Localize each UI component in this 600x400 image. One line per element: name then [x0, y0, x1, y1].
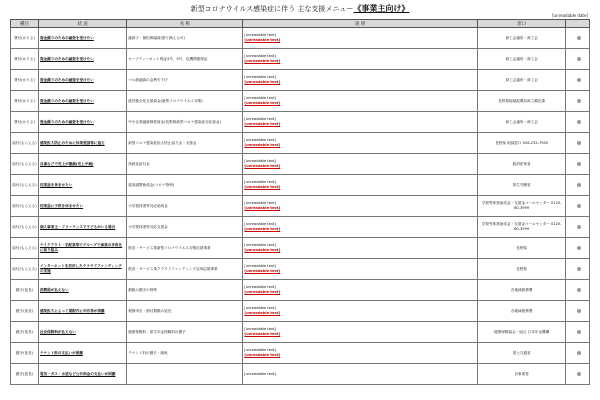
- cell-description: [unreadable text] [unreadable text]: [243, 301, 478, 322]
- cell-situation: 社会保険料が払えない: [38, 322, 126, 343]
- cell-window: 長野県地域振興局商工観光課: [478, 91, 566, 112]
- cell-type: 猶予(延長): [11, 280, 39, 301]
- cell-type: 貸付(かりる): [11, 91, 39, 112]
- table-row: [11, 91, 590, 112]
- table-row: [11, 49, 590, 70]
- table-row: [11, 133, 590, 154]
- cell-check: [566, 175, 590, 196]
- cell-check: [566, 343, 590, 364]
- check-mark-icon: [577, 204, 581, 208]
- cell-situation: 感染拡大防止のために休業要請等に協力: [38, 133, 126, 154]
- cell-description: [unreadable text] [unreadable text]: [243, 28, 478, 49]
- cell-description: [unreadable text] [unreadable text]: [243, 91, 478, 112]
- table-row: [11, 259, 590, 280]
- cell-check: [566, 301, 590, 322]
- table-row: [11, 280, 590, 301]
- table-row: [11, 196, 590, 217]
- cell-type: 貸付(かりる): [11, 70, 39, 91]
- table-row: [11, 301, 590, 322]
- cell-situation: テナント料の支払いが困難: [38, 343, 126, 364]
- check-mark-icon: [577, 162, 581, 166]
- cell-situation: 従業員を休ませたい: [38, 175, 126, 196]
- cell-check: [566, 28, 590, 49]
- cell-description: [unreadable text] [unreadable text]: [243, 238, 478, 259]
- check-mark-icon: [577, 288, 581, 292]
- cell-check: [566, 238, 590, 259]
- cell-window: 経済産業省: [478, 154, 566, 175]
- cell-description: [unreadable text] [unreadable text]: [243, 259, 478, 280]
- check-mark-icon: [577, 141, 581, 145]
- cell-name: セーフティーネット保証4号、5号、危機関連保証: [127, 49, 243, 70]
- cell-window: 商工会議所・商工会: [478, 28, 566, 49]
- check-mark-icon: [577, 225, 581, 229]
- cell-situation: 個人事業主・フリーランスで子どもがいる場合: [38, 217, 126, 238]
- cell-description: [unreadable text] [unreadable text]: [243, 343, 478, 364]
- header-situation: 状 況: [38, 20, 126, 28]
- cell-check: [566, 322, 590, 343]
- cell-check: [566, 112, 590, 133]
- cell-type: 猶予(延長): [11, 343, 39, 364]
- check-mark-icon: [577, 309, 581, 313]
- cell-window: 商工会議所・商工会: [478, 70, 566, 91]
- check-mark-icon: [577, 183, 581, 187]
- cell-name: 飲食・サービス業クラウドファンディング活用応援事業: [127, 259, 243, 280]
- check-mark-icon: [577, 78, 581, 82]
- document-date: [unreadable date]: [551, 13, 588, 18]
- cell-situation: 資金繰りのための融資を受けたい: [38, 112, 126, 133]
- cell-check: [566, 49, 590, 70]
- cell-description: [unreadable text]: [243, 364, 478, 385]
- cell-name: マル経融資の金利引下げ: [127, 70, 243, 91]
- cell-type: 猶予(延長): [11, 301, 39, 322]
- check-mark-icon: [577, 120, 581, 124]
- cell-check: [566, 70, 590, 91]
- support-menu-table: [10, 19, 590, 385]
- cell-type: 給付(もらえる): [11, 259, 39, 280]
- cell-situation: 従業員に子供を休ませたい: [38, 196, 126, 217]
- cell-name: テナント料の猶予・減免: [127, 343, 243, 364]
- cell-name: 小学校休業等対応助成金: [127, 196, 243, 217]
- cell-check: [566, 217, 590, 238]
- cell-situation: 資金繰りのための融資を受けたい: [38, 70, 126, 91]
- cell-window: 商工会議所・商工会: [478, 112, 566, 133]
- check-mark-icon: [577, 57, 581, 61]
- cell-name: 小学校休業等対応支援金: [127, 217, 243, 238]
- cell-situation: 感染拡大によって期限内に申告等が困難: [38, 301, 126, 322]
- cell-name: 新型コロナ感染症拡大防止協力金・支援金: [127, 133, 243, 154]
- cell-check: [566, 154, 590, 175]
- cell-name: 融資子・無担保融資(借り換えも可): [127, 28, 243, 49]
- cell-description: [unreadable text] [unreadable text]: [243, 70, 478, 91]
- page-title: 新型コロナウイルス感染症に伴う 主な支援メニュー《事業主向け》: [190, 4, 410, 13]
- cell-name: 健康保険料・厚生年金保険料の猶予: [127, 322, 243, 343]
- cell-name: 中小企業融資制度資金(長野県新型コロナ感染症対応資金): [127, 112, 243, 133]
- cell-type: 貸付(かりる): [11, 49, 39, 70]
- table-row: [11, 70, 590, 91]
- table-row: [11, 175, 590, 196]
- cell-window: 厚生労働省: [478, 175, 566, 196]
- cell-window: 長野県: [478, 238, 566, 259]
- table-row: [11, 28, 590, 49]
- cell-situation: 資金繰りのための融資を受けたい: [38, 49, 126, 70]
- header-description: 説 明: [243, 20, 478, 28]
- table-row: [11, 238, 590, 259]
- cell-description: [unreadable text] [unreadable text]: [243, 112, 478, 133]
- cell-name: 雇用調整助成金(コロナ特例): [127, 175, 243, 196]
- cell-window: 各事業者: [478, 364, 566, 385]
- check-mark-icon: [577, 330, 581, 334]
- cell-type: 猶予(延長): [11, 364, 39, 385]
- cell-name: 税務申告・納付期限の延長: [127, 301, 243, 322]
- cell-window: 長野県 相談窓口 026-235-7945: [478, 133, 566, 154]
- table-row: [11, 322, 590, 343]
- cell-type: 猶予(延長): [11, 322, 39, 343]
- cell-type: 貸付(かりる): [11, 28, 39, 49]
- cell-window: 国土交通省: [478, 343, 566, 364]
- cell-type: 給付(もらえる): [11, 154, 39, 175]
- header-window: 窓口: [478, 20, 566, 28]
- cell-type: 給付(もらえる): [11, 217, 39, 238]
- cell-check: [566, 364, 590, 385]
- cell-window: 学校等休業助成金・支援金コールセンター 0120-60-3999: [478, 196, 566, 217]
- cell-type: 給付(もらえる): [11, 133, 39, 154]
- table-row: [11, 364, 590, 385]
- table-row: [11, 343, 590, 364]
- check-mark-icon: [577, 246, 581, 250]
- cell-check: [566, 259, 590, 280]
- header-type: 種目: [11, 20, 39, 28]
- table-row: [11, 112, 590, 133]
- cell-type: 給付(もらえる): [11, 238, 39, 259]
- cell-name: 納税の猶予の特例: [127, 280, 243, 301]
- check-mark-icon: [577, 36, 581, 40]
- check-mark-icon: [577, 351, 581, 355]
- check-mark-icon: [577, 372, 581, 376]
- cell-situation: インターネットを活用したクラウドファンディングの実施: [38, 259, 126, 280]
- cell-situation: 自粛などで売上が激減(売上半減): [38, 154, 126, 175]
- cell-name: 経営健全化支援資金(新型コロナウイルス対策): [127, 91, 243, 112]
- header-name: 名 称: [127, 20, 243, 28]
- cell-description: [unreadable text] [unreadable text]: [243, 322, 478, 343]
- cell-check: [566, 133, 590, 154]
- cell-description: [unreadable text] [unreadable text]: [243, 133, 478, 154]
- cell-check: [566, 196, 590, 217]
- cell-check: [566, 280, 590, 301]
- cell-window: 商工会議所・商工会: [478, 49, 566, 70]
- cell-type: 給付(もらえる): [11, 175, 39, 196]
- table-header-row: [11, 20, 590, 28]
- table-row: [11, 217, 590, 238]
- header-check: [566, 20, 590, 28]
- cell-window: 各地域税務署: [478, 301, 566, 322]
- cell-window: 学校等休業助成金・支援金コールセンター 0120-60-3999: [478, 217, 566, 238]
- cell-window: 健康保険協会・組合 日本年金機構: [478, 322, 566, 343]
- cell-description: [unreadable text] [unreadable text]: [243, 154, 478, 175]
- cell-situation: テイクアウト・宅配業等でグループで事業の多角化に取り組み: [38, 238, 126, 259]
- cell-description: [unreadable text] [unreadable text]: [243, 196, 478, 217]
- cell-window: 長野県: [478, 259, 566, 280]
- cell-situation: 資金繰りのための融資を受けたい: [38, 28, 126, 49]
- table-row: [11, 154, 590, 175]
- cell-name: 飲食・サービス業新型コロナウイルス対策応援事業: [127, 238, 243, 259]
- cell-situation: 資金繰りのための融資を受けたい: [38, 91, 126, 112]
- cell-description: [unreadable text] [unreadable text]: [243, 217, 478, 238]
- cell-situation: 電気・ガス・水道など公共料金の支払いが困難: [38, 364, 126, 385]
- cell-situation: 消費税が払えない: [38, 280, 126, 301]
- cell-description: [unreadable text] [unreadable text]: [243, 175, 478, 196]
- cell-check: [566, 91, 590, 112]
- check-mark-icon: [577, 99, 581, 103]
- cell-name: 持続化給付金: [127, 154, 243, 175]
- cell-description: [unreadable text] [unreadable text]: [243, 280, 478, 301]
- cell-type: 貸付(かりる): [11, 112, 39, 133]
- check-mark-icon: [577, 267, 581, 271]
- cell-type: 給付(もらえる): [11, 196, 39, 217]
- cell-description: [unreadable text] [unreadable text]: [243, 49, 478, 70]
- cell-name: [127, 364, 243, 385]
- cell-window: 各地域税務署: [478, 280, 566, 301]
- title-highlight: 《事業主向け》: [353, 4, 410, 13]
